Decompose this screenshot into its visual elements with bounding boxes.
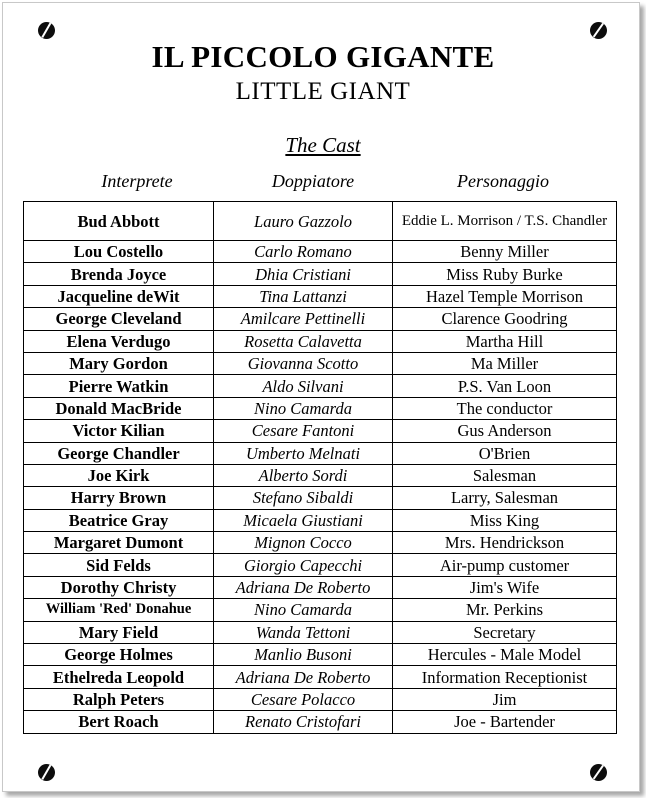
actor-cell: Joe Kirk xyxy=(24,464,214,486)
table-row xyxy=(24,464,617,486)
role-cell: Salesman xyxy=(393,464,617,486)
screw-icon xyxy=(38,22,55,39)
dubber-cell: Alberto Sordi xyxy=(214,464,393,486)
role-cell: O'Brien xyxy=(393,442,617,464)
dubber-cell: Renato Cristofari xyxy=(214,711,393,733)
role-cell: Mr. Perkins xyxy=(393,599,617,621)
dubber-cell: Lauro Gazzolo xyxy=(214,202,393,241)
actor-cell: William 'Red' Donahue xyxy=(24,599,214,621)
cast-plaque xyxy=(2,2,640,792)
role-cell: Air-pump customer xyxy=(393,554,617,576)
screw-icon xyxy=(38,764,55,781)
table-row xyxy=(24,509,617,531)
actor-cell: Elena Verdugo xyxy=(24,330,214,352)
table-row xyxy=(24,263,617,285)
actor-cell: Mary Gordon xyxy=(24,352,214,374)
actor-cell: Lou Costello xyxy=(24,241,214,263)
role-cell: Gus Anderson xyxy=(393,420,617,442)
dubber-cell: Wanda Tettoni xyxy=(214,621,393,643)
role-cell: P.S. Van Loon xyxy=(393,375,617,397)
actor-cell: Pierre Watkin xyxy=(24,375,214,397)
dubber-cell: Stefano Sibaldi xyxy=(214,487,393,509)
dubber-cell: Cesare Fantoni xyxy=(214,420,393,442)
table-row xyxy=(24,420,617,442)
table-row xyxy=(24,397,617,419)
role-cell: Martha Hill xyxy=(393,330,617,352)
role-cell: The conductor xyxy=(393,397,617,419)
actor-cell: Beatrice Gray xyxy=(24,509,214,531)
screw-icon xyxy=(590,22,607,39)
page-title: IL PICCOLO GIGANTE xyxy=(151,39,495,74)
dubber-cell: Rosetta Calavetta xyxy=(214,330,393,352)
table-row xyxy=(24,621,617,643)
column-header-interprete: Interprete xyxy=(101,171,173,191)
actor-cell: Victor Kilian xyxy=(24,420,214,442)
table-row xyxy=(24,576,617,598)
actor-cell: George Cleveland xyxy=(24,308,214,330)
role-cell: Ma Miller xyxy=(393,352,617,374)
dubber-cell: Nino Camarda xyxy=(214,397,393,419)
table-row xyxy=(24,308,617,330)
column-header-doppiatore: Doppiatore xyxy=(271,171,355,191)
dubber-cell: Umberto Melnati xyxy=(214,442,393,464)
actor-cell: Ralph Peters xyxy=(24,688,214,710)
dubber-cell: Giorgio Capecchi xyxy=(214,554,393,576)
table-row xyxy=(24,644,617,666)
dubber-cell: Manlio Busoni xyxy=(214,644,393,666)
dubber-cell: Tina Lattanzi xyxy=(214,285,393,307)
cast-table xyxy=(23,201,617,734)
screw-icon xyxy=(590,764,607,781)
dubber-cell: Giovanna Scotto xyxy=(214,352,393,374)
actor-cell: Jacqueline deWit xyxy=(24,285,214,307)
dubber-cell: Adriana De Roberto xyxy=(214,666,393,688)
table-row xyxy=(24,599,617,621)
table-row xyxy=(24,375,617,397)
table-row xyxy=(24,352,617,374)
role-cell: Secretary xyxy=(393,621,617,643)
role-cell: Jim xyxy=(393,688,617,710)
role-cell: Mrs. Hendrickson xyxy=(393,532,617,554)
actor-cell: Bud Abbott xyxy=(24,202,214,241)
page-subtitle: LITTLE GIANT xyxy=(235,78,411,105)
role-cell: Joe - Bartender xyxy=(393,711,617,733)
role-cell: Miss Ruby Burke xyxy=(393,263,617,285)
actor-cell: Harry Brown xyxy=(24,487,214,509)
dubber-cell: Dhia Cristiani xyxy=(214,263,393,285)
actor-cell: Margaret Dumont xyxy=(24,532,214,554)
role-cell: Hazel Temple Morrison xyxy=(393,285,617,307)
role-cell: Benny Miller xyxy=(393,241,617,263)
dubber-cell: Cesare Polacco xyxy=(214,688,393,710)
table-row xyxy=(24,532,617,554)
role-cell: Hercules - Male Model xyxy=(393,644,617,666)
actor-cell: Sid Felds xyxy=(24,554,214,576)
role-cell: Larry, Salesman xyxy=(393,487,617,509)
actor-cell: Brenda Joyce xyxy=(24,263,214,285)
actor-cell: Donald MacBride xyxy=(24,397,214,419)
actor-cell: George Chandler xyxy=(24,442,214,464)
actor-cell: George Holmes xyxy=(24,644,214,666)
table-row xyxy=(24,711,617,733)
section-heading: The Cast xyxy=(285,133,361,157)
actor-cell: Dorothy Christy xyxy=(24,576,214,598)
dubber-cell: Carlo Romano xyxy=(214,241,393,263)
column-header-personaggio: Personaggio xyxy=(457,171,549,191)
table-row xyxy=(24,666,617,688)
table-row xyxy=(24,330,617,352)
role-cell: Jim's Wife xyxy=(393,576,617,598)
table-row xyxy=(24,554,617,576)
table-row xyxy=(24,285,617,307)
table-row xyxy=(24,442,617,464)
table-row xyxy=(24,202,617,241)
dubber-cell: Micaela Giustiani xyxy=(214,509,393,531)
role-cell: Eddie L. Morrison / T.S. Chandler xyxy=(393,202,617,241)
actor-cell: Ethelreda Leopold xyxy=(24,666,214,688)
dubber-cell: Nino Camarda xyxy=(214,599,393,621)
dubber-cell: Mignon Cocco xyxy=(214,532,393,554)
table-row xyxy=(24,688,617,710)
dubber-cell: Amilcare Pettinelli xyxy=(214,308,393,330)
role-cell: Clarence Goodring xyxy=(393,308,617,330)
table-row xyxy=(24,487,617,509)
table-row xyxy=(24,241,617,263)
role-cell: Miss King xyxy=(393,509,617,531)
dubber-cell: Aldo Silvani xyxy=(214,375,393,397)
actor-cell: Mary Field xyxy=(24,621,214,643)
dubber-cell: Adriana De Roberto xyxy=(214,576,393,598)
role-cell: Information Receptionist xyxy=(393,666,617,688)
actor-cell: Bert Roach xyxy=(24,711,214,733)
